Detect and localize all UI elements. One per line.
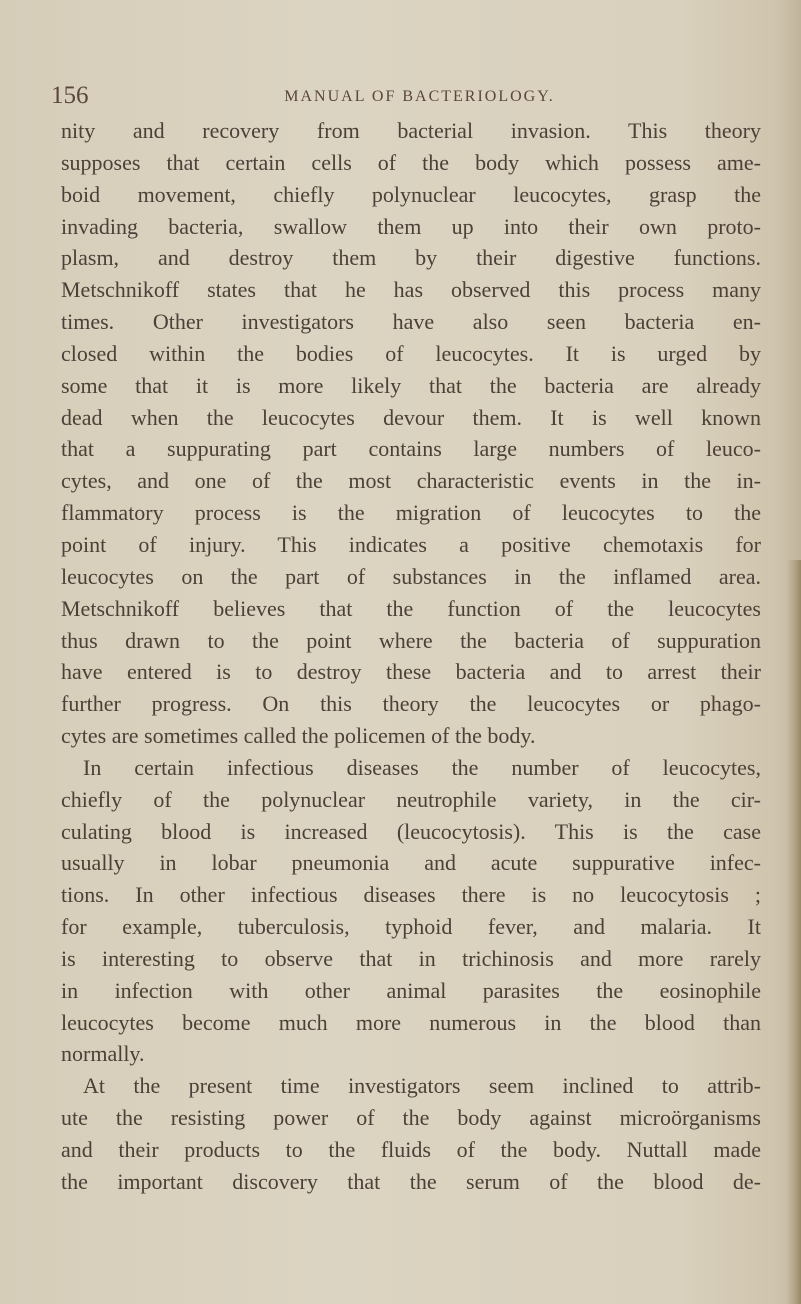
text-line: thus drawn to the point where the bacteria of suppuration	[61, 627, 761, 653]
text-line: boid movement, chiefly polynuclear leucocytes, grasp the	[61, 181, 761, 207]
text-line: Metschnikoff believes that the function of the leucocytes	[61, 595, 761, 621]
text-line: nity and recovery from bacterial invasion. This theory	[61, 118, 761, 143]
text-line: for example, tuberculosis, typhoid fever, and malaria. It	[61, 914, 761, 940]
running-title: MANUAL OF BACTERIOLOGY.	[284, 88, 555, 105]
text-line: flammatory process is the migration of leucocytes to the	[61, 500, 761, 526]
text-line: and their products to the fluids of the body. Nuttall made	[61, 1137, 761, 1162]
text-line: chiefly of the polynuclear neutrophile variety, in the cir-	[61, 786, 761, 812]
text-line: some that it is more likely that the bacteria are already	[61, 372, 761, 398]
text-line: In certain infectious diseases the number of leucocytes,	[83, 754, 761, 780]
text-line: ute the resisting power of the body against microörganisms	[61, 1105, 761, 1131]
text-line: At the present time investigators seem inclined to attrib-	[83, 1073, 761, 1099]
text-line: point of injury. This indicates a positive chemotaxis for	[61, 531, 761, 557]
text-line: in infection with other animal parasites the eosinophile	[61, 977, 761, 1003]
text-line: that a suppurating part contains large numbers of leuco-	[61, 436, 761, 462]
text-line: dead when the leucocytes devour them. It is well known	[61, 404, 761, 430]
text-line: plasm, and destroy them by their digestive functions.	[61, 245, 761, 271]
page-number: 156	[51, 82, 89, 109]
body-text	[61, 115, 761, 1198]
text-line: is interesting to observe that in trichinosis and more rarely	[61, 945, 761, 971]
text-line: cytes are sometimes called the policemen of the body.	[61, 723, 536, 749]
text-line: times. Other investigators have also seen bacteria en-	[61, 309, 761, 335]
text-line: normally.	[61, 1041, 145, 1067]
text-line: tions. In other infectious diseases there is no leucocytosis ;	[61, 882, 761, 908]
text-line: Metschnikoff states that he has observed this process many	[61, 277, 761, 303]
text-line: invading bacteria, swallow them up into their own proto-	[61, 213, 761, 239]
text-line: supposes that certain cells of the body which possess ame-	[61, 149, 761, 175]
text-line: closed within the bodies of leucocytes. It is urged by	[61, 340, 761, 366]
text-line: leucocytes become much more numerous in the blood than	[61, 1009, 761, 1035]
text-line: culating blood is increased (leucocytosis). This is the case	[61, 818, 761, 844]
text-line: leucocytes on the part of substances in the inflamed area.	[61, 563, 761, 589]
text-line: the important discovery that the serum of the blood de-	[61, 1168, 761, 1194]
text-line: usually in lobar pneumonia and acute suppurative infec-	[61, 850, 761, 876]
text-line: further progress. On this theory the leucocytes or phago-	[61, 691, 761, 717]
text-line: cytes, and one of the most characteristic events in the in-	[61, 468, 761, 494]
text-line: have entered is to destroy these bacteria and to arrest their	[61, 659, 761, 685]
page-edge-shadow	[787, 560, 801, 1304]
